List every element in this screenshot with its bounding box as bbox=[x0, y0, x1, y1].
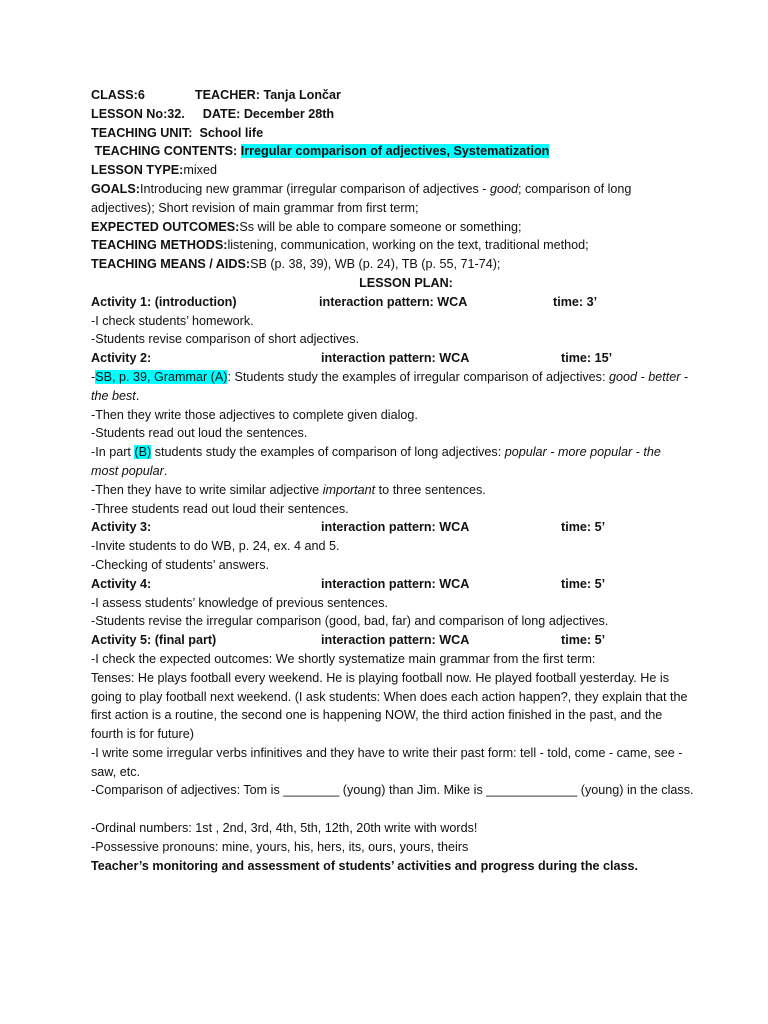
activity-5-line: first action is a routine, the second one is happening NOW, the third action finished in the past, and the bbox=[91, 708, 663, 723]
activity-2-line: -SB, p. 39, Grammar (A): Students study the examples of irregular comparison of adjectives: good - better - bbox=[91, 369, 689, 384]
activity-2-line: most popular. bbox=[91, 463, 168, 478]
activity-5-line: -I write some irregular verbs infinitives and they have to write their past form: tell - told, come - came, see - bbox=[91, 745, 683, 760]
contents-highlight: Irregular comparison of adjectives, Systematization bbox=[240, 144, 550, 159]
activity-3-line: -Invite students to do WB, p. 24, ex. 4 and 5. bbox=[91, 539, 340, 554]
teaching-unit-line: TEACHING UNIT: School life bbox=[91, 125, 264, 140]
lesson-plan-title: LESSON PLAN: bbox=[359, 275, 453, 290]
activity-3-header: Activity 3: interaction pattern: WCA time: 5’ bbox=[91, 520, 606, 535]
activity-5-line: -Possessive pronouns: mine, yours, his, hers, its, ours, yours, theirs bbox=[91, 839, 469, 854]
blank-line bbox=[91, 800, 721, 819]
grammar-a-highlight: SB, p. 39, Grammar (A) bbox=[95, 369, 228, 384]
activity-4-line: -Students revise the irregular comparison (good, bad, far) and comparison of long adjectives. bbox=[91, 614, 609, 629]
teaching-contents-line: TEACHING CONTENTS: Irregular comparison of adjectives, Systematization bbox=[94, 144, 550, 159]
class-teacher-line: CLASS:6 TEACHER: Tanja Lončar bbox=[91, 88, 341, 102]
activity-2-line: -Three students read out loud their sentences. bbox=[91, 501, 349, 516]
activity-4-line: -I assess students’ knowledge of previous sentences. bbox=[91, 595, 389, 610]
activity-2-line: the best. bbox=[91, 388, 140, 403]
methods-line: TEACHING METHODS:listening, communication, working on the text, traditional method; bbox=[91, 238, 589, 253]
activity-1-line: -I check students’ homework. bbox=[91, 313, 254, 328]
activity-2-header: Activity 2: interaction pattern: WCA time: 15’ bbox=[91, 351, 613, 366]
lesson-date-line: LESSON No:32. DATE: December 28th bbox=[91, 106, 335, 121]
lesson-type-line: LESSON TYPE:mixed bbox=[91, 163, 217, 178]
closing-statement: Teacher’s monitoring and assessment of students’ activities and progress during the class. bbox=[91, 858, 639, 873]
goals-line-1: GOALS:Introducing new grammar (irregular comparison of adjectives - good; comparison of long bbox=[91, 181, 632, 196]
activity-5-line: -Ordinal numbers: 1st , 2nd, 3rd, 4th, 5th, 12th, 20th write with words! bbox=[91, 821, 478, 836]
goals-line-2: adjectives); Short revision of main grammar from first term; bbox=[91, 200, 419, 215]
means-line: TEACHING MEANS / AIDS:SB (p. 38, 39), WB (p. 24), TB (p. 55, 71-74); bbox=[91, 257, 501, 272]
activity-1-header: Activity 1: (introduction) interaction pattern: WCA time: 3’ bbox=[91, 294, 598, 309]
activity-2-line: -In part (B) students study the examples of comparison of long adjectives: popular - more popular - the bbox=[91, 445, 661, 460]
activity-1-line: -Students revise comparison of short adjectives. bbox=[91, 332, 360, 347]
activity-3-line: -Checking of students’ answers. bbox=[91, 557, 270, 572]
activity-5-line: -I check the expected outcomes: We shortly systematize main grammar from the first term: bbox=[91, 651, 596, 666]
activity-4-header: Activity 4: interaction pattern: WCA time: 5’ bbox=[91, 576, 606, 591]
activity-5-header: Activity 5: (final part) interaction pattern: WCA time: 5’ bbox=[91, 633, 606, 648]
lesson-plan-body bbox=[91, 86, 721, 875]
part-b-highlight: (B) bbox=[134, 445, 152, 460]
activity-5-line: Tenses: He plays football every weekend. He is playing football now. He played football yesterday. He is bbox=[91, 670, 669, 685]
activity-2-line: -Then they have to write similar adjective important to three sentences. bbox=[91, 482, 486, 497]
outcomes-line: EXPECTED OUTCOMES:Ss will be able to compare someone or something; bbox=[91, 219, 522, 234]
activity-2-line: -Then they write those adjectives to complete given dialog. bbox=[91, 407, 418, 422]
activity-5-line: saw, etc. bbox=[91, 764, 140, 779]
activity-2-line: -Students read out loud the sentences. bbox=[91, 426, 308, 441]
activity-5-line: fourth is for future) bbox=[91, 727, 194, 742]
activity-5-line: going to play football next weekend. (I ask students: When does each action happen?, they explain that the bbox=[91, 689, 688, 704]
activity-5-line: -Comparison of adjectives: Tom is ________ (young) than Jim. Mike is _____________ (young) in the class. bbox=[91, 783, 694, 798]
